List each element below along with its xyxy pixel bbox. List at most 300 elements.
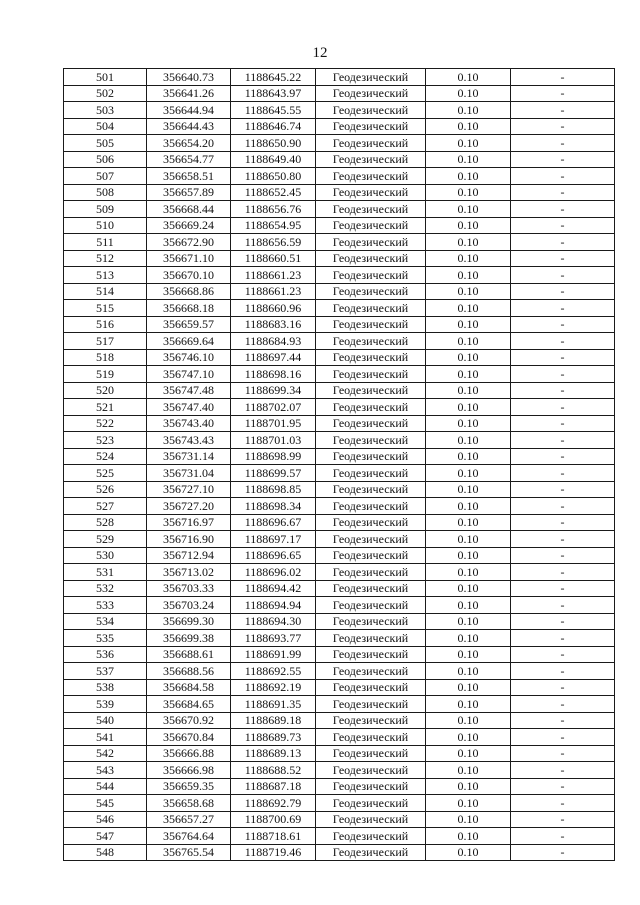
method-cell: Геодезический — [316, 267, 426, 284]
x-coordinate-cell: 356669.64 — [147, 333, 231, 350]
note-cell: - — [511, 267, 615, 284]
x-coordinate-cell: 356654.77 — [147, 151, 231, 168]
y-coordinate-cell: 1188656.76 — [231, 201, 316, 218]
table-row — [64, 828, 615, 845]
method-cell: Геодезический — [316, 679, 426, 696]
x-coordinate-cell: 356727.20 — [147, 498, 231, 515]
note-cell: - — [511, 432, 615, 449]
method-cell: Геодезический — [316, 448, 426, 465]
x-coordinate-cell: 356644.43 — [147, 118, 231, 135]
x-coordinate-cell: 356671.10 — [147, 250, 231, 267]
accuracy-cell: 0.10 — [426, 118, 511, 135]
method-cell: Геодезический — [316, 531, 426, 548]
point-number-cell: 545 — [64, 795, 147, 812]
note-cell: - — [511, 729, 615, 746]
table-row — [64, 118, 615, 135]
note-cell: - — [511, 498, 615, 515]
note-cell: - — [511, 531, 615, 548]
note-cell: - — [511, 168, 615, 185]
note-cell: - — [511, 646, 615, 663]
note-cell: - — [511, 745, 615, 762]
accuracy-cell: 0.10 — [426, 316, 511, 333]
point-number-cell: 528 — [64, 514, 147, 531]
y-coordinate-cell: 1188643.97 — [231, 85, 316, 102]
y-coordinate-cell: 1188697.17 — [231, 531, 316, 548]
accuracy-cell: 0.10 — [426, 448, 511, 465]
x-coordinate-cell: 356699.38 — [147, 630, 231, 647]
y-coordinate-cell: 1188697.44 — [231, 349, 316, 366]
y-coordinate-cell: 1188694.30 — [231, 613, 316, 630]
accuracy-cell: 0.10 — [426, 762, 511, 779]
method-cell: Геодезический — [316, 514, 426, 531]
table-row — [64, 597, 615, 614]
accuracy-cell: 0.10 — [426, 102, 511, 119]
table-row — [64, 85, 615, 102]
y-coordinate-cell: 1188693.77 — [231, 630, 316, 647]
y-coordinate-cell: 1188688.52 — [231, 762, 316, 779]
note-cell: - — [511, 465, 615, 482]
method-cell: Геодезический — [316, 201, 426, 218]
table-row — [64, 432, 615, 449]
point-number-cell: 544 — [64, 778, 147, 795]
method-cell: Геодезический — [316, 597, 426, 614]
method-cell: Геодезический — [316, 498, 426, 515]
accuracy-cell: 0.10 — [426, 580, 511, 597]
method-cell: Геодезический — [316, 465, 426, 482]
x-coordinate-cell: 356731.14 — [147, 448, 231, 465]
y-coordinate-cell: 1188696.65 — [231, 547, 316, 564]
table-row — [64, 69, 615, 86]
table-row — [64, 151, 615, 168]
y-coordinate-cell: 1188654.95 — [231, 217, 316, 234]
point-number-cell: 533 — [64, 597, 147, 614]
accuracy-cell: 0.10 — [426, 745, 511, 762]
accuracy-cell: 0.10 — [426, 382, 511, 399]
table-row — [64, 778, 615, 795]
table-row — [64, 448, 615, 465]
note-cell: - — [511, 811, 615, 828]
y-coordinate-cell: 1188683.16 — [231, 316, 316, 333]
y-coordinate-cell: 1188652.45 — [231, 184, 316, 201]
accuracy-cell: 0.10 — [426, 795, 511, 812]
accuracy-cell: 0.10 — [426, 283, 511, 300]
accuracy-cell: 0.10 — [426, 564, 511, 581]
x-coordinate-cell: 356703.33 — [147, 580, 231, 597]
accuracy-cell: 0.10 — [426, 498, 511, 515]
note-cell: - — [511, 613, 615, 630]
y-coordinate-cell: 1188700.69 — [231, 811, 316, 828]
x-coordinate-cell: 356672.90 — [147, 234, 231, 251]
x-coordinate-cell: 356747.10 — [147, 366, 231, 383]
note-cell: - — [511, 201, 615, 218]
note-cell: - — [511, 234, 615, 251]
table-row — [64, 811, 615, 828]
table-row — [64, 762, 615, 779]
table-row — [64, 547, 615, 564]
accuracy-cell: 0.10 — [426, 333, 511, 350]
point-number-cell: 535 — [64, 630, 147, 647]
x-coordinate-cell: 356668.44 — [147, 201, 231, 218]
accuracy-cell: 0.10 — [426, 531, 511, 548]
point-number-cell: 511 — [64, 234, 147, 251]
table-row — [64, 300, 615, 317]
accuracy-cell: 0.10 — [426, 217, 511, 234]
note-cell: - — [511, 481, 615, 498]
y-coordinate-cell: 1188696.02 — [231, 564, 316, 581]
point-number-cell: 543 — [64, 762, 147, 779]
accuracy-cell: 0.10 — [426, 630, 511, 647]
table-row — [64, 498, 615, 515]
method-cell: Геодезический — [316, 828, 426, 845]
y-coordinate-cell: 1188656.59 — [231, 234, 316, 251]
accuracy-cell: 0.10 — [426, 267, 511, 284]
table-row — [64, 184, 615, 201]
note-cell: - — [511, 778, 615, 795]
method-cell: Геодезический — [316, 316, 426, 333]
note-cell: - — [511, 630, 615, 647]
point-number-cell: 513 — [64, 267, 147, 284]
x-coordinate-cell: 356658.68 — [147, 795, 231, 812]
table-row — [64, 217, 615, 234]
accuracy-cell: 0.10 — [426, 514, 511, 531]
method-cell: Геодезический — [316, 135, 426, 152]
accuracy-cell: 0.10 — [426, 613, 511, 630]
note-cell: - — [511, 151, 615, 168]
note-cell: - — [511, 712, 615, 729]
method-cell: Геодезический — [316, 547, 426, 564]
x-coordinate-cell: 356659.35 — [147, 778, 231, 795]
x-coordinate-cell: 356699.30 — [147, 613, 231, 630]
point-number-cell: 539 — [64, 696, 147, 713]
method-cell: Геодезический — [316, 118, 426, 135]
x-coordinate-cell: 356669.24 — [147, 217, 231, 234]
point-number-cell: 534 — [64, 613, 147, 630]
table-row — [64, 712, 615, 729]
method-cell: Геодезический — [316, 745, 426, 762]
point-number-cell: 505 — [64, 135, 147, 152]
note-cell: - — [511, 679, 615, 696]
point-number-cell: 530 — [64, 547, 147, 564]
point-number-cell: 523 — [64, 432, 147, 449]
point-number-cell: 507 — [64, 168, 147, 185]
table-row — [64, 382, 615, 399]
y-coordinate-cell: 1188694.94 — [231, 597, 316, 614]
accuracy-cell: 0.10 — [426, 349, 511, 366]
point-number-cell: 526 — [64, 481, 147, 498]
table-row — [64, 745, 615, 762]
accuracy-cell: 0.10 — [426, 844, 511, 861]
point-number-cell: 527 — [64, 498, 147, 515]
x-coordinate-cell: 356743.40 — [147, 415, 231, 432]
y-coordinate-cell: 1188689.13 — [231, 745, 316, 762]
x-coordinate-cell: 356668.18 — [147, 300, 231, 317]
point-number-cell: 502 — [64, 85, 147, 102]
point-number-cell: 540 — [64, 712, 147, 729]
y-coordinate-cell: 1188649.40 — [231, 151, 316, 168]
accuracy-cell: 0.10 — [426, 201, 511, 218]
accuracy-cell: 0.10 — [426, 663, 511, 680]
y-coordinate-cell: 1188661.23 — [231, 267, 316, 284]
note-cell: - — [511, 184, 615, 201]
note-cell: - — [511, 564, 615, 581]
method-cell: Геодезический — [316, 762, 426, 779]
x-coordinate-cell: 356747.40 — [147, 399, 231, 416]
point-number-cell: 504 — [64, 118, 147, 135]
y-coordinate-cell: 1188694.42 — [231, 580, 316, 597]
point-number-cell: 515 — [64, 300, 147, 317]
note-cell: - — [511, 828, 615, 845]
y-coordinate-cell: 1188698.16 — [231, 366, 316, 383]
accuracy-cell: 0.10 — [426, 597, 511, 614]
y-coordinate-cell: 1188650.80 — [231, 168, 316, 185]
table-row — [64, 349, 615, 366]
table-row — [64, 465, 615, 482]
point-number-cell: 524 — [64, 448, 147, 465]
y-coordinate-cell: 1188687.18 — [231, 778, 316, 795]
method-cell: Геодезический — [316, 613, 426, 630]
point-number-cell: 508 — [64, 184, 147, 201]
table-row — [64, 250, 615, 267]
y-coordinate-cell: 1188645.22 — [231, 69, 316, 86]
y-coordinate-cell: 1188696.67 — [231, 514, 316, 531]
x-coordinate-cell: 356670.84 — [147, 729, 231, 746]
accuracy-cell: 0.10 — [426, 135, 511, 152]
method-cell: Геодезический — [316, 283, 426, 300]
table-row — [64, 399, 615, 416]
accuracy-cell: 0.10 — [426, 184, 511, 201]
point-number-cell: 525 — [64, 465, 147, 482]
y-coordinate-cell: 1188692.55 — [231, 663, 316, 680]
accuracy-cell: 0.10 — [426, 151, 511, 168]
method-cell: Геодезический — [316, 333, 426, 350]
y-coordinate-cell: 1188719.46 — [231, 844, 316, 861]
table-row — [64, 663, 615, 680]
y-coordinate-cell: 1188645.55 — [231, 102, 316, 119]
note-cell: - — [511, 448, 615, 465]
table-row — [64, 531, 615, 548]
accuracy-cell: 0.10 — [426, 481, 511, 498]
table-row — [64, 168, 615, 185]
x-coordinate-cell: 356657.89 — [147, 184, 231, 201]
point-number-cell: 522 — [64, 415, 147, 432]
page-number: 12 — [312, 45, 328, 61]
method-cell: Геодезический — [316, 415, 426, 432]
note-cell: - — [511, 333, 615, 350]
note-cell: - — [511, 399, 615, 416]
method-cell: Геодезический — [316, 580, 426, 597]
y-coordinate-cell: 1188699.57 — [231, 465, 316, 482]
table-row — [64, 580, 615, 597]
accuracy-cell: 0.10 — [426, 69, 511, 86]
y-coordinate-cell: 1188699.34 — [231, 382, 316, 399]
x-coordinate-cell: 356657.27 — [147, 811, 231, 828]
method-cell: Геодезический — [316, 564, 426, 581]
note-cell: - — [511, 547, 615, 564]
accuracy-cell: 0.10 — [426, 712, 511, 729]
table-row — [64, 366, 615, 383]
method-cell: Геодезический — [316, 844, 426, 861]
point-number-cell: 521 — [64, 399, 147, 416]
accuracy-cell: 0.10 — [426, 250, 511, 267]
table-row — [64, 102, 615, 119]
point-number-cell: 519 — [64, 366, 147, 383]
table-row — [64, 267, 615, 284]
method-cell: Геодезический — [316, 795, 426, 812]
method-cell: Геодезический — [316, 168, 426, 185]
y-coordinate-cell: 1188689.18 — [231, 712, 316, 729]
x-coordinate-cell: 356716.97 — [147, 514, 231, 531]
point-number-cell: 537 — [64, 663, 147, 680]
note-cell: - — [511, 217, 615, 234]
note-cell: - — [511, 250, 615, 267]
y-coordinate-cell: 1188660.51 — [231, 250, 316, 267]
x-coordinate-cell: 356712.94 — [147, 547, 231, 564]
y-coordinate-cell: 1188698.34 — [231, 498, 316, 515]
y-coordinate-cell: 1188692.19 — [231, 679, 316, 696]
note-cell: - — [511, 514, 615, 531]
point-number-cell: 531 — [64, 564, 147, 581]
method-cell: Геодезический — [316, 300, 426, 317]
method-cell: Геодезический — [316, 630, 426, 647]
note-cell: - — [511, 597, 615, 614]
table-body — [64, 69, 615, 861]
note-cell: - — [511, 415, 615, 432]
table-row — [64, 795, 615, 812]
y-coordinate-cell: 1188684.93 — [231, 333, 316, 350]
x-coordinate-cell: 356731.04 — [147, 465, 231, 482]
accuracy-cell: 0.10 — [426, 828, 511, 845]
note-cell: - — [511, 69, 615, 86]
note-cell: - — [511, 382, 615, 399]
accuracy-cell: 0.10 — [426, 168, 511, 185]
table-row — [64, 514, 615, 531]
accuracy-cell: 0.10 — [426, 300, 511, 317]
accuracy-cell: 0.10 — [426, 366, 511, 383]
note-cell: - — [511, 366, 615, 383]
note-cell: - — [511, 118, 615, 135]
method-cell: Геодезический — [316, 382, 426, 399]
table-row — [64, 679, 615, 696]
y-coordinate-cell: 1188691.99 — [231, 646, 316, 663]
point-number-cell: 529 — [64, 531, 147, 548]
method-cell: Геодезический — [316, 432, 426, 449]
accuracy-cell: 0.10 — [426, 432, 511, 449]
note-cell: - — [511, 300, 615, 317]
point-number-cell: 509 — [64, 201, 147, 218]
point-number-cell: 510 — [64, 217, 147, 234]
note-cell: - — [511, 85, 615, 102]
y-coordinate-cell: 1188689.73 — [231, 729, 316, 746]
accuracy-cell: 0.10 — [426, 729, 511, 746]
accuracy-cell: 0.10 — [426, 415, 511, 432]
x-coordinate-cell: 356747.48 — [147, 382, 231, 399]
table-row — [64, 283, 615, 300]
point-number-cell: 512 — [64, 250, 147, 267]
note-cell: - — [511, 762, 615, 779]
y-coordinate-cell: 1188698.85 — [231, 481, 316, 498]
x-coordinate-cell: 356654.20 — [147, 135, 231, 152]
method-cell: Геодезический — [316, 366, 426, 383]
point-number-cell: 506 — [64, 151, 147, 168]
y-coordinate-cell: 1188661.23 — [231, 283, 316, 300]
point-number-cell: 541 — [64, 729, 147, 746]
x-coordinate-cell: 356716.90 — [147, 531, 231, 548]
x-coordinate-cell: 356688.61 — [147, 646, 231, 663]
point-number-cell: 514 — [64, 283, 147, 300]
table-row — [64, 646, 615, 663]
point-number-cell: 517 — [64, 333, 147, 350]
x-coordinate-cell: 356688.56 — [147, 663, 231, 680]
table-row — [64, 135, 615, 152]
note-cell: - — [511, 580, 615, 597]
y-coordinate-cell: 1188718.61 — [231, 828, 316, 845]
table-row — [64, 333, 615, 350]
method-cell: Геодезический — [316, 102, 426, 119]
table-row — [64, 564, 615, 581]
method-cell: Геодезический — [316, 696, 426, 713]
accuracy-cell: 0.10 — [426, 696, 511, 713]
x-coordinate-cell: 356713.02 — [147, 564, 231, 581]
x-coordinate-cell: 356666.88 — [147, 745, 231, 762]
note-cell: - — [511, 696, 615, 713]
method-cell: Геодезический — [316, 481, 426, 498]
accuracy-cell: 0.10 — [426, 85, 511, 102]
method-cell: Геодезический — [316, 349, 426, 366]
table-row — [64, 316, 615, 333]
method-cell: Геодезический — [316, 69, 426, 86]
accuracy-cell: 0.10 — [426, 234, 511, 251]
method-cell: Геодезический — [316, 184, 426, 201]
y-coordinate-cell: 1188692.79 — [231, 795, 316, 812]
x-coordinate-cell: 356764.64 — [147, 828, 231, 845]
coordinates-table — [63, 68, 615, 861]
y-coordinate-cell: 1188646.74 — [231, 118, 316, 135]
note-cell: - — [511, 283, 615, 300]
x-coordinate-cell: 356670.10 — [147, 267, 231, 284]
table-row — [64, 613, 615, 630]
point-number-cell: 548 — [64, 844, 147, 861]
y-coordinate-cell: 1188702.07 — [231, 399, 316, 416]
y-coordinate-cell: 1188701.95 — [231, 415, 316, 432]
point-number-cell: 542 — [64, 745, 147, 762]
x-coordinate-cell: 356670.92 — [147, 712, 231, 729]
y-coordinate-cell: 1188691.35 — [231, 696, 316, 713]
accuracy-cell: 0.10 — [426, 547, 511, 564]
method-cell: Геодезический — [316, 151, 426, 168]
point-number-cell: 538 — [64, 679, 147, 696]
method-cell: Геодезический — [316, 712, 426, 729]
method-cell: Геодезический — [316, 217, 426, 234]
method-cell: Геодезический — [316, 250, 426, 267]
x-coordinate-cell: 356703.24 — [147, 597, 231, 614]
note-cell: - — [511, 663, 615, 680]
table-row — [64, 729, 615, 746]
y-coordinate-cell: 1188660.96 — [231, 300, 316, 317]
note-cell: - — [511, 349, 615, 366]
point-number-cell: 503 — [64, 102, 147, 119]
y-coordinate-cell: 1188701.03 — [231, 432, 316, 449]
x-coordinate-cell: 356684.65 — [147, 696, 231, 713]
method-cell: Геодезический — [316, 399, 426, 416]
x-coordinate-cell: 356640.73 — [147, 69, 231, 86]
table-row — [64, 630, 615, 647]
method-cell: Геодезический — [316, 729, 426, 746]
point-number-cell: 546 — [64, 811, 147, 828]
accuracy-cell: 0.10 — [426, 811, 511, 828]
accuracy-cell: 0.10 — [426, 399, 511, 416]
note-cell: - — [511, 316, 615, 333]
accuracy-cell: 0.10 — [426, 778, 511, 795]
